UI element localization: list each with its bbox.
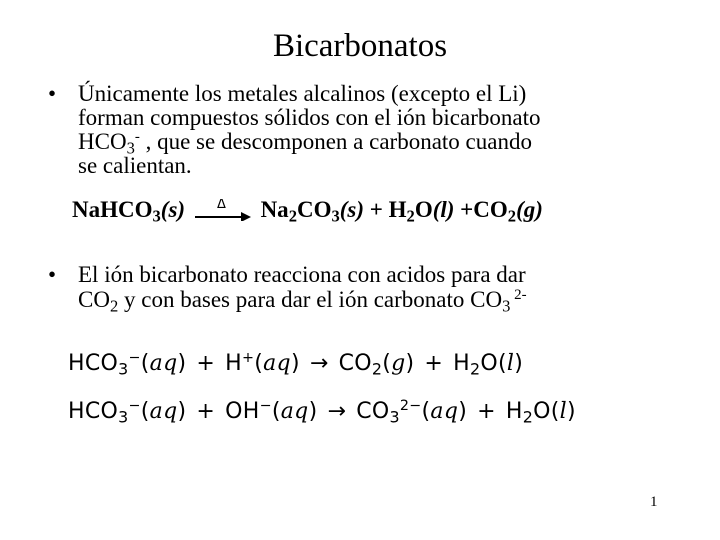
bullet-1-line-2: forman compuestos sólidos con el ión bicarbonato	[78, 105, 541, 130]
plus-sign: +	[364, 197, 389, 222]
equation-acid: $HCO_3^-(aq) + H^+(aq) \to CO_2(g) + H_2O(l)$	[68, 350, 524, 379]
equation-base: $HCO_3^-(aq) + OH^-(aq) \to CO_3^{2-}(aq) + H_2O(l)$	[68, 398, 576, 427]
bullet-1-text	[78, 82, 698, 178]
slide-title: Bicarbonatos	[272, 28, 448, 64]
bullet-1-line-4: se calientan.	[78, 153, 192, 178]
bullet-marker: •	[48, 262, 57, 287]
bullet-1	[48, 82, 698, 178]
bullet-1-line-3	[78, 128, 698, 158]
plus-sign: +	[454, 197, 474, 222]
reaction-arrow-icon: →	[327, 399, 347, 424]
product-h2o: $H_2O(l)$	[388, 197, 455, 226]
heat-arrow-icon	[195, 199, 251, 221]
bullet-1-line-3-text: , que se descomponen a carbonato cuando	[139, 129, 532, 154]
formula-hco: HCO	[78, 129, 127, 154]
arrow-delta-label: Δ	[216, 199, 226, 212]
subscript: 3	[126, 138, 135, 158]
bullet-2-line-2: $CO_2$ y con bases para dar el ión carbonato $CO_3$ $^{2-}$	[78, 286, 527, 316]
page-number: 1	[650, 494, 658, 510]
reactant-nahco3: NaHCO$_3$(s)	[72, 197, 186, 226]
bullet-1-line-1: Únicamente los metales alcalinos (excepto el Li)	[78, 81, 527, 106]
bullet-marker: •	[48, 81, 57, 106]
superscript-charge: -	[134, 128, 140, 145]
bullet-2	[48, 262, 698, 316]
reaction-arrow-icon: →	[309, 351, 329, 376]
product-na2co3: $Na_2CO_3(s)$	[260, 197, 365, 226]
product-co2: $CO_2(g)$	[473, 197, 543, 226]
bullet-2-line-1: El ión bicarbonato reacciona con acidos para dar	[78, 262, 526, 287]
bullet-2-text	[78, 262, 698, 316]
reaction-decomposition	[72, 196, 543, 224]
